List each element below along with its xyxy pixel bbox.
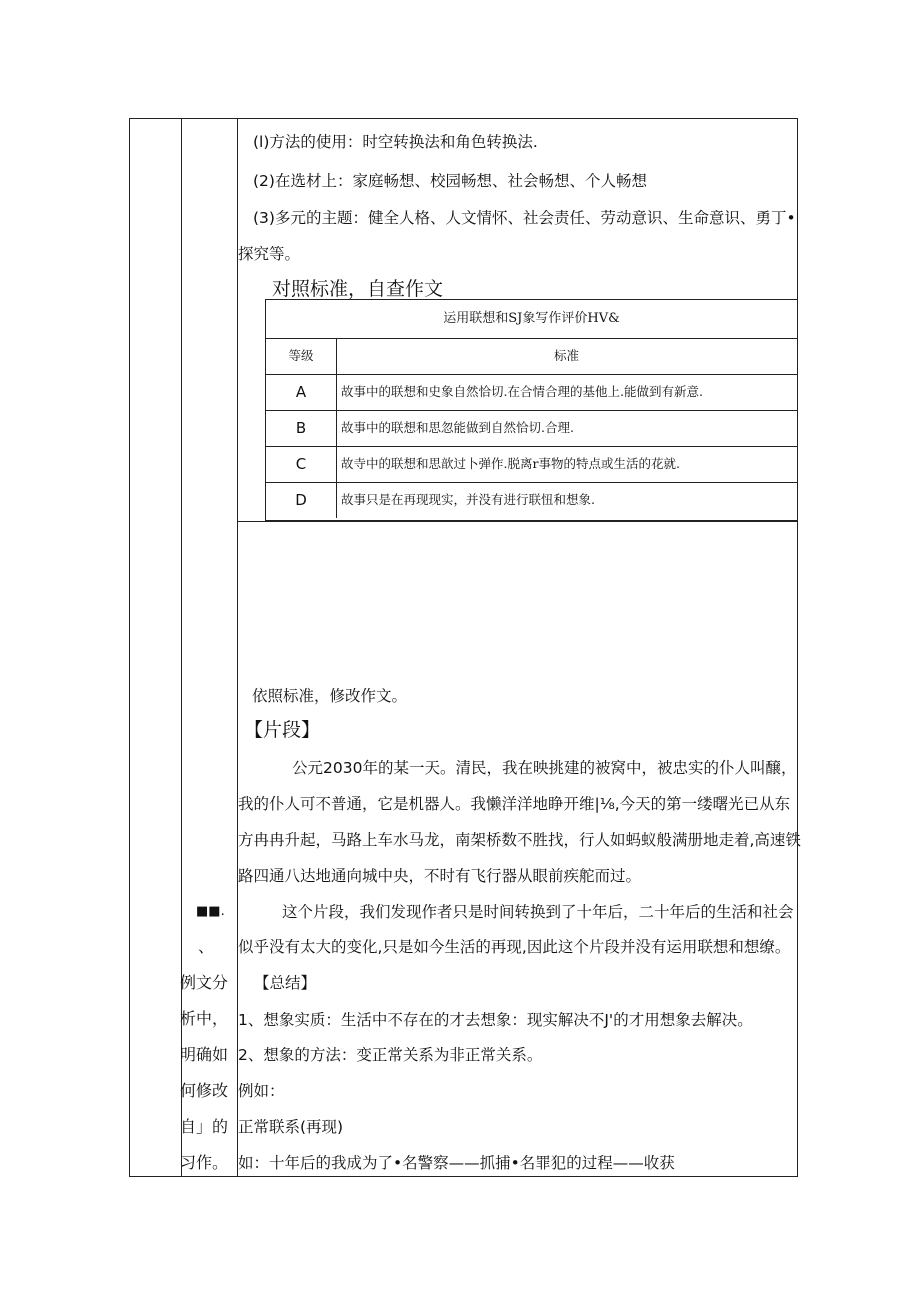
fragment-line: 方冉冉升起，马路上车水马龙，南架桥数不胜找，行人如蚂蚁般满册地走着,高速铁 xyxy=(238,831,801,849)
summary-line: 如：十年后的我成为了•名警察——抓捕•名罪犯的过程——收获 xyxy=(238,1154,675,1172)
rubric-header-row xyxy=(266,338,797,375)
step-title-line: 自」的 xyxy=(180,1117,229,1136)
rubric-table xyxy=(265,299,798,521)
rubric-row xyxy=(266,374,797,411)
method-line-3: (3)多元的主题：健全人格、人文情怀、社会责任、劳动意识、生命意识、勇丁• xyxy=(253,209,796,227)
method-line-2: (2)在选材上：家庭畅想、校园畅想、社会畅想、个人畅想 xyxy=(253,172,647,190)
step-marker: ■■. xyxy=(196,904,225,919)
method-line-4: 探究等。 xyxy=(238,245,301,263)
rubric-title: 运用联想和SJ象写作评价HV& xyxy=(266,300,797,339)
rubric-grade: C xyxy=(266,446,337,482)
rubric-desc: 故寺中的联想和思歆过卜弹作.脱离r事物的特点或生活的花就. xyxy=(341,456,680,471)
rubric-row xyxy=(266,410,797,447)
step-title-line: 明确如 xyxy=(180,1045,229,1064)
rubric-desc: 故事中的联想和史象自然恰切.在合情合理的基他上.能做到有新意. xyxy=(341,384,703,399)
fragment-line: 路四通八达地通向城中央，不时有飞行器从眼前疾舵而过。 xyxy=(238,867,642,885)
step-title-line: 习作。 xyxy=(180,1153,229,1172)
analysis-line: 这个片段，我们发现作者只是时间转换到了十年后，二十年后的生活和社会 xyxy=(282,903,794,921)
rubric-grade: D xyxy=(266,482,337,518)
rubric-desc: 故事只是在再现现实，并没有进行联忸和想象. xyxy=(341,492,595,507)
summary-line: 1、想象实质：生活中不存在的才去想象：现实解决不J'的才用想象去解决。 xyxy=(238,1011,753,1029)
fragment-line: 我的仆人可不普通，它是机器人。我懒洋洋地睁开维|⅛,今天的第一缕曙光已从东 xyxy=(238,795,791,813)
step-title-line: 例文分 xyxy=(180,973,229,992)
summary-label: 【总结】 xyxy=(254,974,317,992)
step-title-line: 何修改 xyxy=(180,1081,229,1100)
summary-line: 正常联系(再现) xyxy=(238,1118,344,1136)
step-dot: 、 xyxy=(198,937,215,956)
rubric-header-grade: 等级 xyxy=(266,338,337,374)
section-divider xyxy=(237,521,798,522)
summary-line: 例如： xyxy=(238,1082,285,1100)
fragment-line: 公元2030年的某一天。清民，我在映挑建的被窝中，被忠实的仆人叫醸， xyxy=(292,759,797,777)
rubric-desc: 故事中的联想和思忽能做到自然恰切.合理. xyxy=(341,420,574,435)
fragment-label: 【片段】 xyxy=(244,719,321,741)
revise-heading: 依照标准，修改作文。 xyxy=(252,687,408,705)
summary-line: 2、想象的方法：变正常关系为非正常关系。 xyxy=(238,1046,543,1064)
rubric-row xyxy=(266,446,797,483)
method-line-1: (l)方法的使用：时空转换法和角色转换法. xyxy=(253,133,538,151)
rubric-row xyxy=(266,482,797,518)
step-title-line: 析中， xyxy=(180,1009,229,1028)
rubric-header-standard: 标准 xyxy=(553,348,579,363)
rubric-grade: A xyxy=(266,374,337,410)
rubric-grade: B xyxy=(266,410,337,446)
analysis-line: 似乎没有太大的变化,只是如今生活的再现,因此这个片段并没有运用联想和想缭。 xyxy=(238,938,791,956)
section-heading: 对照标准，自查作文 xyxy=(272,278,444,300)
